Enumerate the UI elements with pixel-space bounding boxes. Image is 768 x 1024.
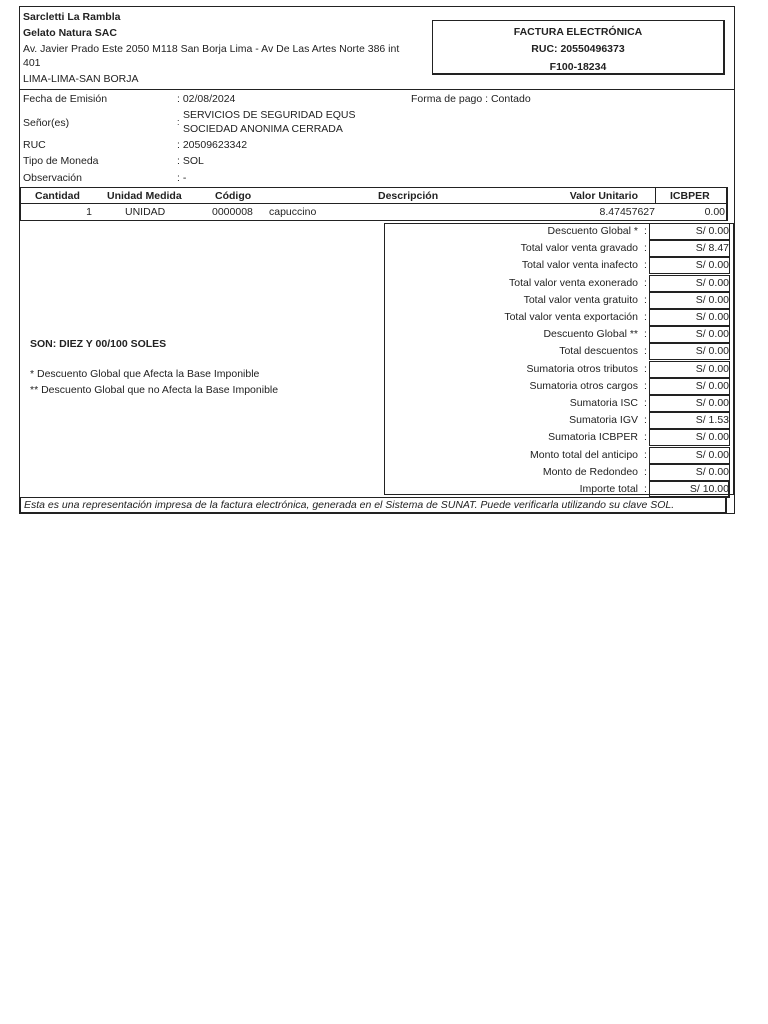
totals-label: Total descuentos xyxy=(559,345,638,357)
items-table-col-divider xyxy=(655,187,656,203)
row-unidad: UNIDAD xyxy=(125,206,166,218)
totals-colon: : xyxy=(644,345,647,357)
totals-label: Importe total xyxy=(579,483,638,495)
totals-colon: : xyxy=(644,431,647,443)
field-label-senores: Señor(es) xyxy=(23,117,70,129)
totals-value: S/ 1.53 xyxy=(695,414,729,426)
totals-colon: : xyxy=(644,242,647,254)
field-label-ruc: RUC xyxy=(23,139,46,151)
amount-in-words: SON: DIEZ Y 00/100 SOLES xyxy=(30,338,167,350)
totals-value: S/ 10.00 xyxy=(689,483,729,495)
totals-label: Total valor venta gratuito xyxy=(523,294,638,306)
totals-label: Total valor venta exportación xyxy=(504,311,638,323)
totals-label: Descuento Global ** xyxy=(543,328,638,340)
totals-label: Sumatoria ICBPER xyxy=(548,431,638,443)
totals-colon: : xyxy=(644,466,647,478)
row-valor-unitario: 8.47457627 xyxy=(599,206,655,218)
field-colon-senores: : xyxy=(177,117,180,127)
totals-value: S/ 0.00 xyxy=(695,277,729,289)
note-descuento-no-afecta: ** Descuento Global que no Afecta la Base Imponible xyxy=(30,384,279,396)
totals-label: Sumatoria IGV xyxy=(569,414,638,426)
totals-label: Total valor venta exonerado xyxy=(509,277,638,289)
header-divider xyxy=(20,89,735,90)
field-label-fecha: Fecha de Emisión xyxy=(23,93,108,105)
totals-value: S/ 0.00 xyxy=(695,397,729,409)
footer-legal-note: Esta es una representación impresa de la factura electrónica, generada en el Sistema de SUNAT. Puede verificarla utilizando su clave SOL. xyxy=(24,499,675,511)
row-icbper: 0.00 xyxy=(704,206,725,218)
totals-value: S/ 0.00 xyxy=(695,345,729,357)
totals-colon: : xyxy=(644,328,647,340)
totals-value: S/ 8.47 xyxy=(695,242,729,254)
field-value-moneda: : SOL xyxy=(177,155,204,167)
totals-colon: : xyxy=(644,363,647,375)
totals-value: S/ 0.00 xyxy=(695,259,729,271)
totals-colon: : xyxy=(644,277,647,289)
issuer-location: LIMA-LIMA-SAN BORJA xyxy=(23,73,139,85)
totals-colon: : xyxy=(644,311,647,323)
row-cantidad: 1 xyxy=(86,206,92,218)
col-header-codigo: Código xyxy=(215,190,252,202)
totals-value: S/ 0.00 xyxy=(695,311,729,323)
issuer-address-line2: 401 xyxy=(23,57,41,69)
invoice-title: FACTURA ELECTRÓNICA xyxy=(513,26,643,38)
totals-colon: : xyxy=(644,397,647,409)
col-header-cantidad: Cantidad xyxy=(35,190,80,202)
issuer-trade-name: Sarcletti La Rambla xyxy=(23,11,121,23)
totals-value: S/ 0.00 xyxy=(695,328,729,340)
totals-label: Sumatoria otros tributos xyxy=(526,363,638,375)
field-value-observacion: : - xyxy=(177,172,187,184)
totals-value: S/ 0.00 xyxy=(695,363,729,375)
totals-colon: : xyxy=(644,259,647,271)
totals-colon: : xyxy=(644,449,647,461)
totals-colon: : xyxy=(644,414,647,426)
totals-label: Monto total del anticipo xyxy=(530,449,638,461)
field-label-observacion: Observación xyxy=(23,172,82,184)
invoice-id-box xyxy=(432,20,725,75)
row-codigo: 0000008 xyxy=(212,206,253,218)
totals-colon: : xyxy=(644,294,647,306)
col-header-descripcion: Descripción xyxy=(378,190,439,202)
row-descripcion: capuccino xyxy=(269,206,317,218)
totals-colon: : xyxy=(644,483,647,495)
field-value-senores-line2: SOCIEDAD ANONIMA CERRADA xyxy=(183,123,343,135)
field-label-moneda: Tipo de Moneda xyxy=(23,155,99,167)
field-value-senores-line1: SERVICIOS DE SEGURIDAD EQUS xyxy=(183,109,356,121)
invoice-ruc: RUC: 20550496373 xyxy=(531,43,625,55)
totals-value: S/ 0.00 xyxy=(695,225,729,237)
totals-value: S/ 0.00 xyxy=(695,380,729,392)
totals-label: Sumatoria otros cargos xyxy=(529,380,638,392)
totals-label: Total valor venta gravado xyxy=(520,242,638,254)
totals-label: Descuento Global * xyxy=(547,225,638,237)
totals-value: S/ 0.00 xyxy=(695,449,729,461)
totals-value: S/ 0.00 xyxy=(695,294,729,306)
col-header-icbper: ICBPER xyxy=(670,190,710,202)
payment-method: Forma de pago : Contado xyxy=(411,93,531,105)
note-descuento-afecta: * Descuento Global que Afecta la Base Imponible xyxy=(30,368,260,380)
totals-label: Sumatoria ISC xyxy=(569,397,638,409)
col-header-unidad: Unidad Medida xyxy=(107,190,182,202)
col-header-valor-unitario: Valor Unitario xyxy=(569,190,638,202)
totals-label: Monto de Redondeo xyxy=(542,466,638,478)
totals-colon: : xyxy=(644,225,647,237)
totals-colon: : xyxy=(644,380,647,392)
totals-value: S/ 0.00 xyxy=(695,466,729,478)
totals-value: S/ 0.00 xyxy=(695,431,729,443)
invoice-number: F100-18234 xyxy=(549,61,607,73)
totals-label: Total valor venta inafecto xyxy=(521,259,638,271)
issuer-legal-name: Gelato Natura SAC xyxy=(23,27,117,39)
field-value-fecha: : 02/08/2024 xyxy=(177,93,236,105)
field-value-ruc: : 20509623342 xyxy=(177,139,248,151)
issuer-address-line1: Av. Javier Prado Este 2050 M118 San Borja Lima - Av De Las Artes Norte 386 int xyxy=(23,43,400,55)
items-table-header-divider xyxy=(20,203,728,204)
